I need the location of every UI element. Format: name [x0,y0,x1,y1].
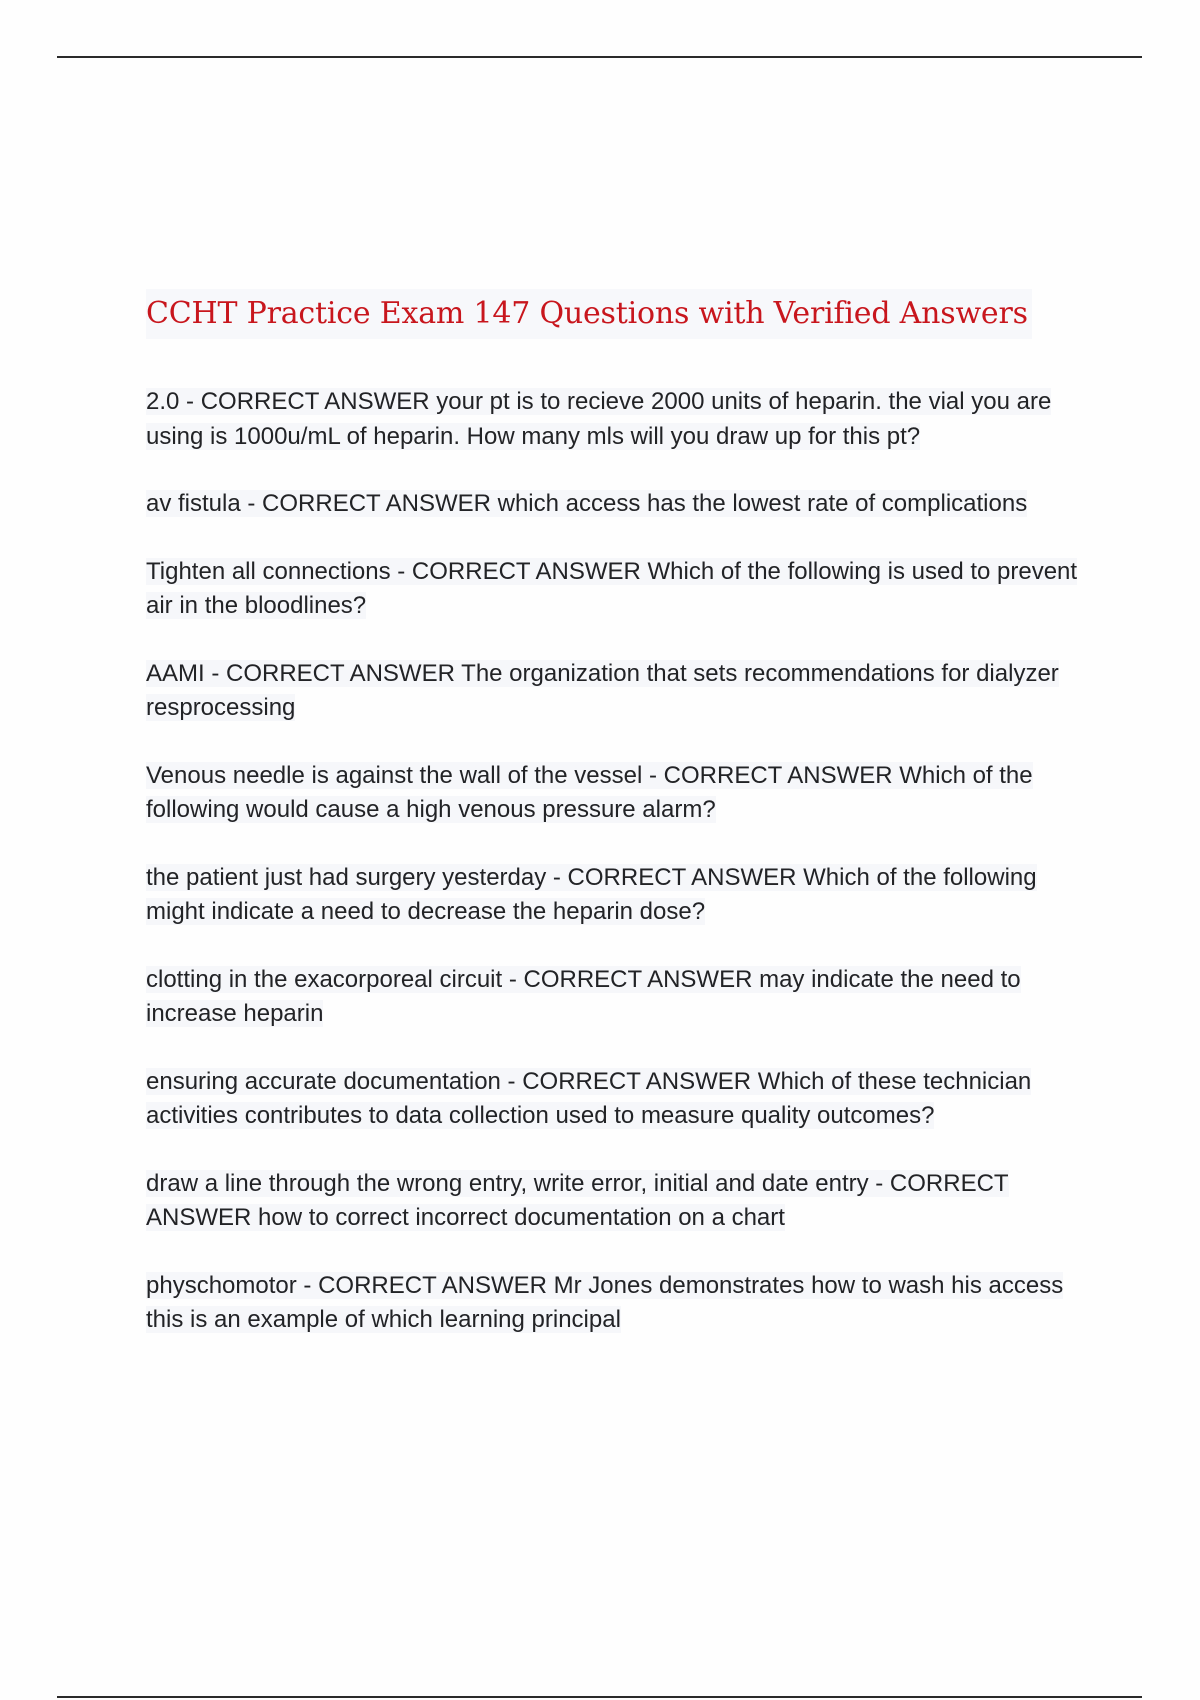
document-body [146,289,1106,1371]
qa-entry: Venous needle is against the wall of the vessel - CORRECT ANSWER Which of the following would cause a high venous pressure alarm? [146,761,1033,823]
qa-entry: clotting in the exacorporeal circuit - CORRECT ANSWER may indicate the need to increase heparin [146,965,1021,1027]
qa-entry: physchomotor - CORRECT ANSWER Mr Jones demonstrates how to wash his access this is an example of which learning principal [146,1271,1064,1333]
header-rule [57,56,1142,58]
qa-entry: Tighten all connections - CORRECT ANSWER Which of the following is used to prevent air in the bloodlines? [146,557,1078,619]
document-title: CCHT Practice Exam 147 Questions with Verified Answers [146,289,1032,339]
qa-entry: the patient just had surgery yesterday - CORRECT ANSWER Which of the following might indicate a need to decrease the heparin dose? [146,863,1037,925]
qa-entry: AAMI - CORRECT ANSWER The organization that sets recommendations for dialyzer resprocessing [146,659,1059,721]
qa-entry: av fistula - CORRECT ANSWER which access has the lowest rate of complications [146,490,1028,517]
qa-entry: draw a line through the wrong entry, write error, initial and date entry - CORRECT ANSWER how to correct incorrect documentation on a chart [146,1169,1009,1231]
qa-entry: 2.0 - CORRECT ANSWER your pt is to recieve 2000 units of heparin. the vial you are using is 1000u/mL of heparin. How many mls will you draw up for this pt? [146,388,1052,450]
qa-entry: ensuring accurate documentation - CORRECT ANSWER Which of these technician activities contributes to data collection used to measure quality outcomes? [146,1067,1032,1129]
footer-rule [57,1696,1142,1698]
